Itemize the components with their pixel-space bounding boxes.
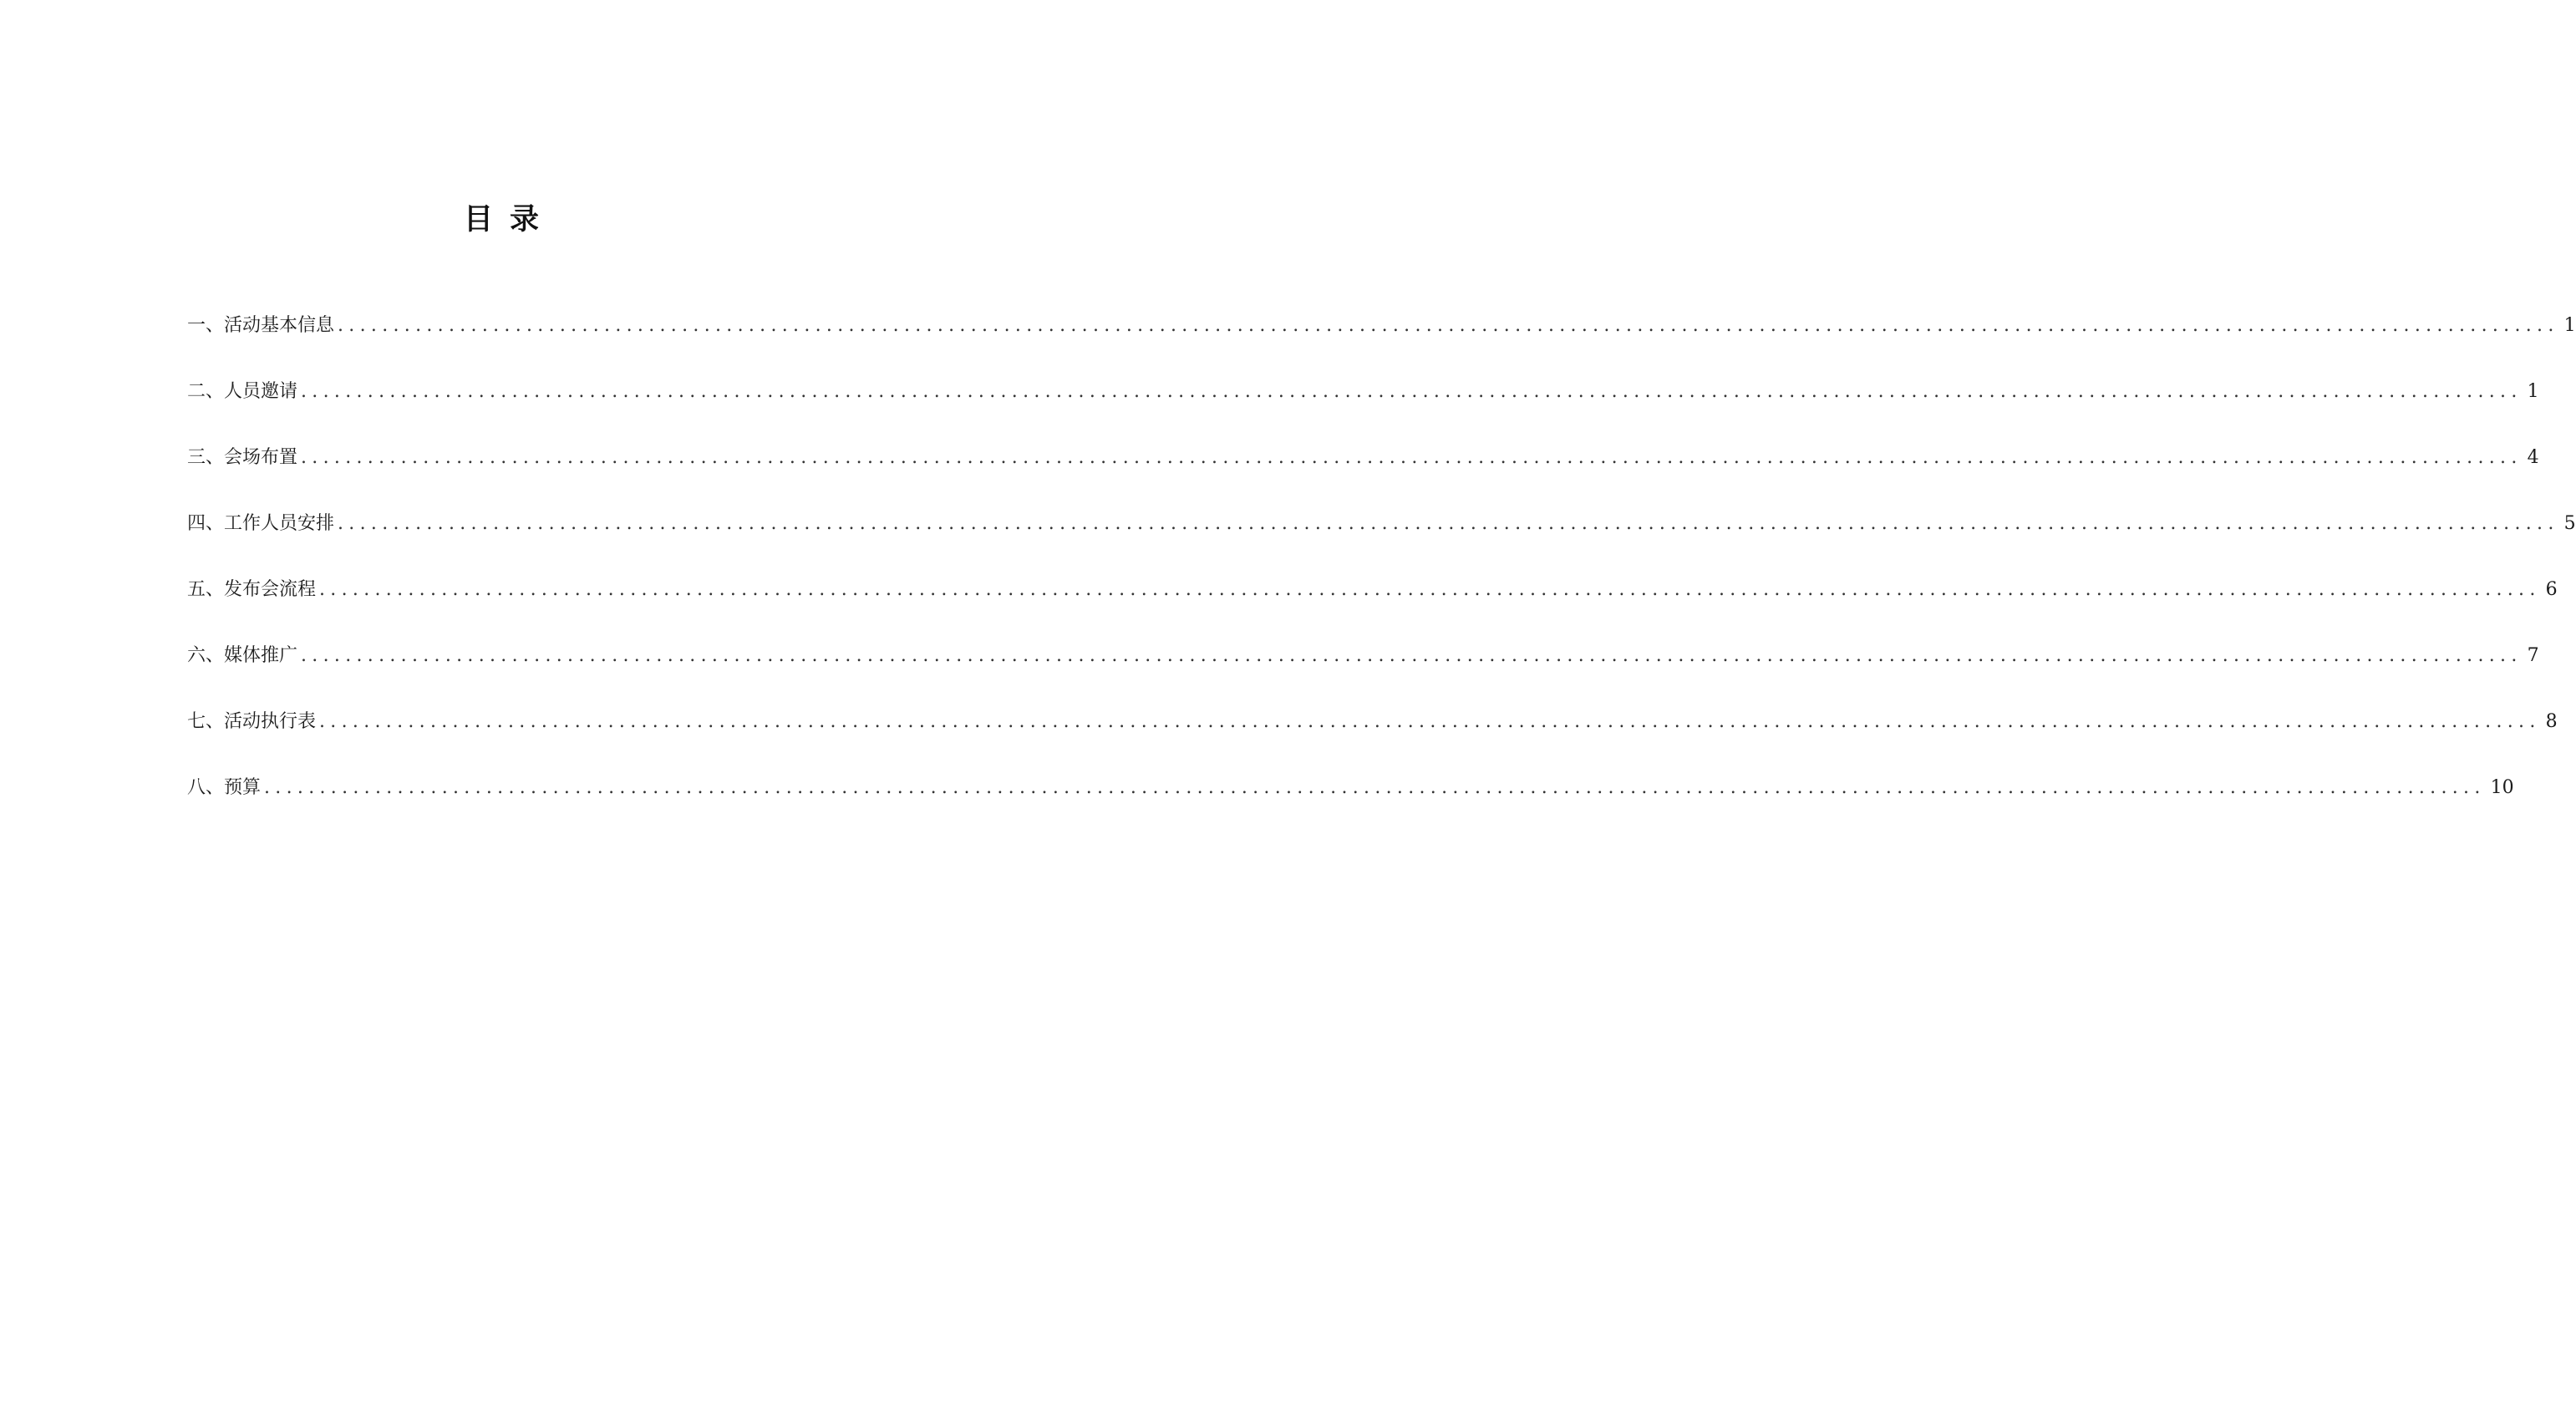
- toc-entry[interactable]: [187, 375, 2539, 441]
- toc-dot-leader: ........................................................................................................................................................................................................: [319, 711, 2541, 732]
- toc-list: [187, 309, 2576, 837]
- toc-entry[interactable]: [187, 309, 2576, 375]
- toc-entry-label: 五、发布会流程: [187, 579, 317, 600]
- toc-entry-label: 四、工作人员安排: [187, 513, 335, 534]
- toc-entry-label: 七、活动执行表: [187, 711, 317, 732]
- toc-dot-leader: ........................................................................................................................................................................................................: [301, 645, 2523, 666]
- toc-entry[interactable]: [187, 771, 2514, 837]
- toc-entry-page: 7: [2527, 645, 2539, 666]
- toc-entry[interactable]: [187, 573, 2558, 639]
- toc-dot-leader: ........................................................................................................................................................................................................: [319, 579, 2541, 600]
- toc-entry[interactable]: [187, 441, 2539, 507]
- toc-title: 目录: [463, 203, 556, 237]
- toc-entry[interactable]: [187, 507, 2576, 573]
- toc-entry-label: 一、活动基本信息: [187, 315, 335, 336]
- toc-entry-page: 6: [2545, 579, 2558, 600]
- toc-entry-label: 二、人员邀请: [187, 381, 298, 402]
- toc-dot-leader: ........................................................................................................................................................................................................: [338, 315, 2559, 336]
- toc-dot-leader: ........................................................................................................................................................................................................: [301, 447, 2523, 468]
- toc-entry-page: 1: [2563, 315, 2576, 336]
- toc-entry-label: 六、媒体推广: [187, 645, 298, 666]
- toc-entry-label: 八、预算: [187, 777, 262, 798]
- toc-dot-leader: ........................................................................................................................................................................................................: [301, 381, 2523, 402]
- toc-entry-page: 1: [2527, 381, 2539, 402]
- toc-entry-page: 10: [2490, 777, 2514, 798]
- toc-entry[interactable]: [187, 705, 2558, 771]
- toc-entry-page: 5: [2563, 513, 2576, 534]
- toc-entry-page: 8: [2545, 711, 2558, 732]
- toc-entry-page: 4: [2527, 447, 2539, 468]
- toc-dot-leader: ........................................................................................................................................................................................................: [264, 777, 2486, 798]
- toc-dot-leader: ........................................................................................................................................................................................................: [338, 513, 2559, 534]
- toc-entry[interactable]: [187, 639, 2539, 705]
- toc-entry-label: 三、会场布置: [187, 447, 298, 468]
